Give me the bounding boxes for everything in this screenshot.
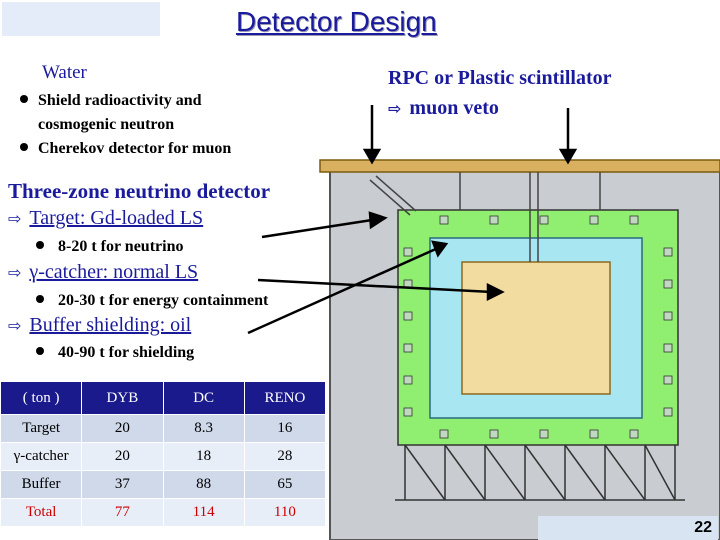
table-header-cell: ( ton ) [1,382,82,415]
page-title: Detector Design [236,6,437,37]
veto-subtitle: ⇨ muon veto [388,97,499,119]
dot-icon [36,241,44,249]
table-cell: Target [1,415,82,443]
page-number: 22 [538,516,718,540]
zone-item-target: ⇨ Target: Gd-loaded LS [8,207,204,229]
comparison-table [0,381,326,527]
water-bullet-continuation: cosmogenic neutron [38,116,175,133]
table-header-row [1,382,326,415]
table-cell: 88 [163,471,244,499]
table-header-cell: DYB [82,382,163,415]
hollow-right-arrow-icon: ⇨ [8,316,22,335]
dot-icon [20,143,28,151]
table-cell: 110 [244,499,325,527]
zone-item-gamma-catcher: ⇨ γ-catcher: normal LS [8,261,199,283]
veto-plate [320,160,720,172]
zone-item-buffer: ⇨ Buffer shielding: oil [8,314,192,336]
dot-icon [36,295,44,303]
hollow-right-arrow-icon: ⇨ [8,209,22,228]
dot-icon [36,347,44,355]
table-cell: 16 [244,415,325,443]
table-cell: Total [1,499,82,527]
table-cell: 8.3 [163,415,244,443]
water-bullet: Shield radioactivity and [20,92,202,110]
table-cell: Buffer [1,471,82,499]
dot-icon [20,95,28,103]
table-cell: 65 [244,471,325,499]
table-cell: γ-catcher [1,443,82,471]
water-bullet: Cherekov detector for muon [20,140,231,158]
target-vessel [462,262,610,394]
table-cell: 28 [244,443,325,471]
hollow-right-arrow-icon: ⇨ [388,99,402,118]
zone-sub-target: 8-20 t for neutrino [36,238,183,256]
table-cell: 18 [163,443,244,471]
table-header-cell: DC [163,382,244,415]
table-row [1,471,326,499]
table-cell: 37 [82,471,163,499]
table-header-cell: RENO [244,382,325,415]
zone-sub-gamma-catcher: 20-30 t for energy containment [36,292,268,310]
table-cell: 114 [163,499,244,527]
table-cell: 77 [82,499,163,527]
table-cell: 20 [82,415,163,443]
table-cell: 20 [82,443,163,471]
zone-sub-buffer: 40-90 t for shielding [36,344,194,362]
table-row [1,443,326,471]
table-row-total [1,499,326,527]
zones-heading: Three-zone neutrino detector [8,179,271,203]
hollow-right-arrow-icon: ⇨ [8,263,22,282]
water-heading: Water [42,62,87,83]
table-row [1,415,326,443]
veto-title: RPC or Plastic scintillator [388,67,612,89]
